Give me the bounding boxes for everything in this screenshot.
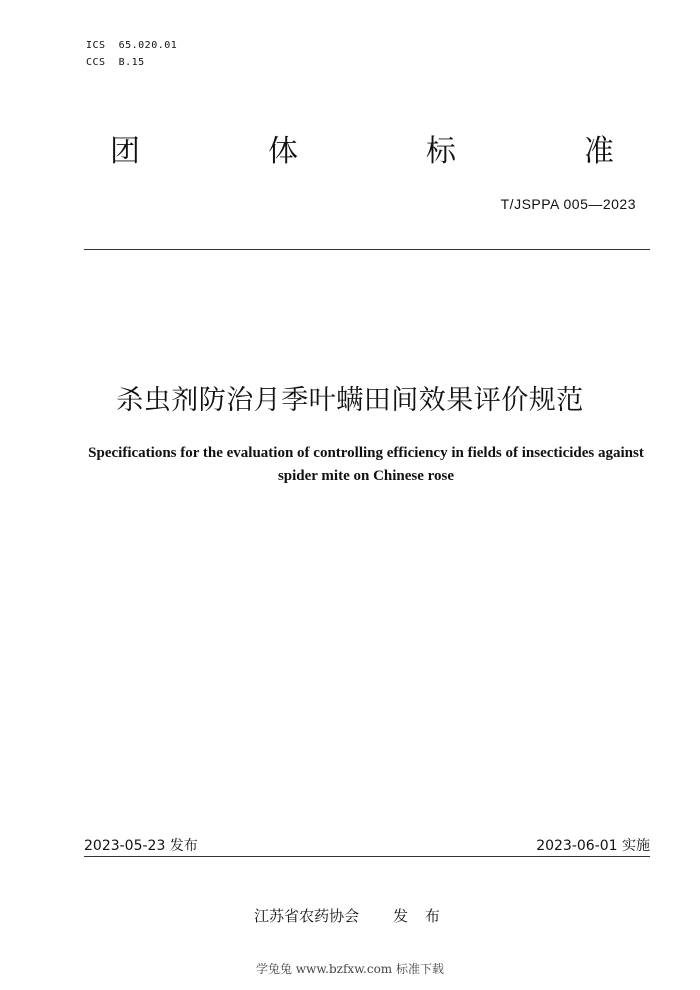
standard-type-char-4: 准 [584, 134, 614, 169]
ccs-code: CCS B.15 [86, 57, 145, 68]
standard-number: T/JSPPA 005—2023 [500, 196, 636, 212]
title-chinese: 杀虫剂防治月季叶螨田间效果评价规范 [116, 385, 584, 416]
publisher-line [0, 905, 700, 926]
bottom-divider [84, 856, 650, 857]
title-english: Specifications for the evaluation of controlling efficiency in fields of insecticides against spider mite on Chinese rose [88, 445, 644, 484]
standard-type-char-3: 标 [426, 134, 456, 169]
site-watermark: 学兔兔 www.bzfxw.com 标准下载 [255, 962, 445, 976]
implementation-date: 2023-06-01 实施 [536, 838, 650, 854]
top-divider [84, 249, 650, 250]
standard-type-char-2: 体 [268, 134, 298, 169]
publisher-name: 江苏省农药协会 [254, 907, 360, 925]
release-date: 2023-05-23 发布 [84, 838, 198, 854]
ics-code: ICS 65.020.01 [86, 40, 178, 51]
standard-type-heading [0, 132, 700, 176]
standard-type-char-1: 团 [110, 134, 140, 169]
publisher-action: 发 布 [393, 907, 446, 925]
classification-codes [86, 37, 177, 71]
